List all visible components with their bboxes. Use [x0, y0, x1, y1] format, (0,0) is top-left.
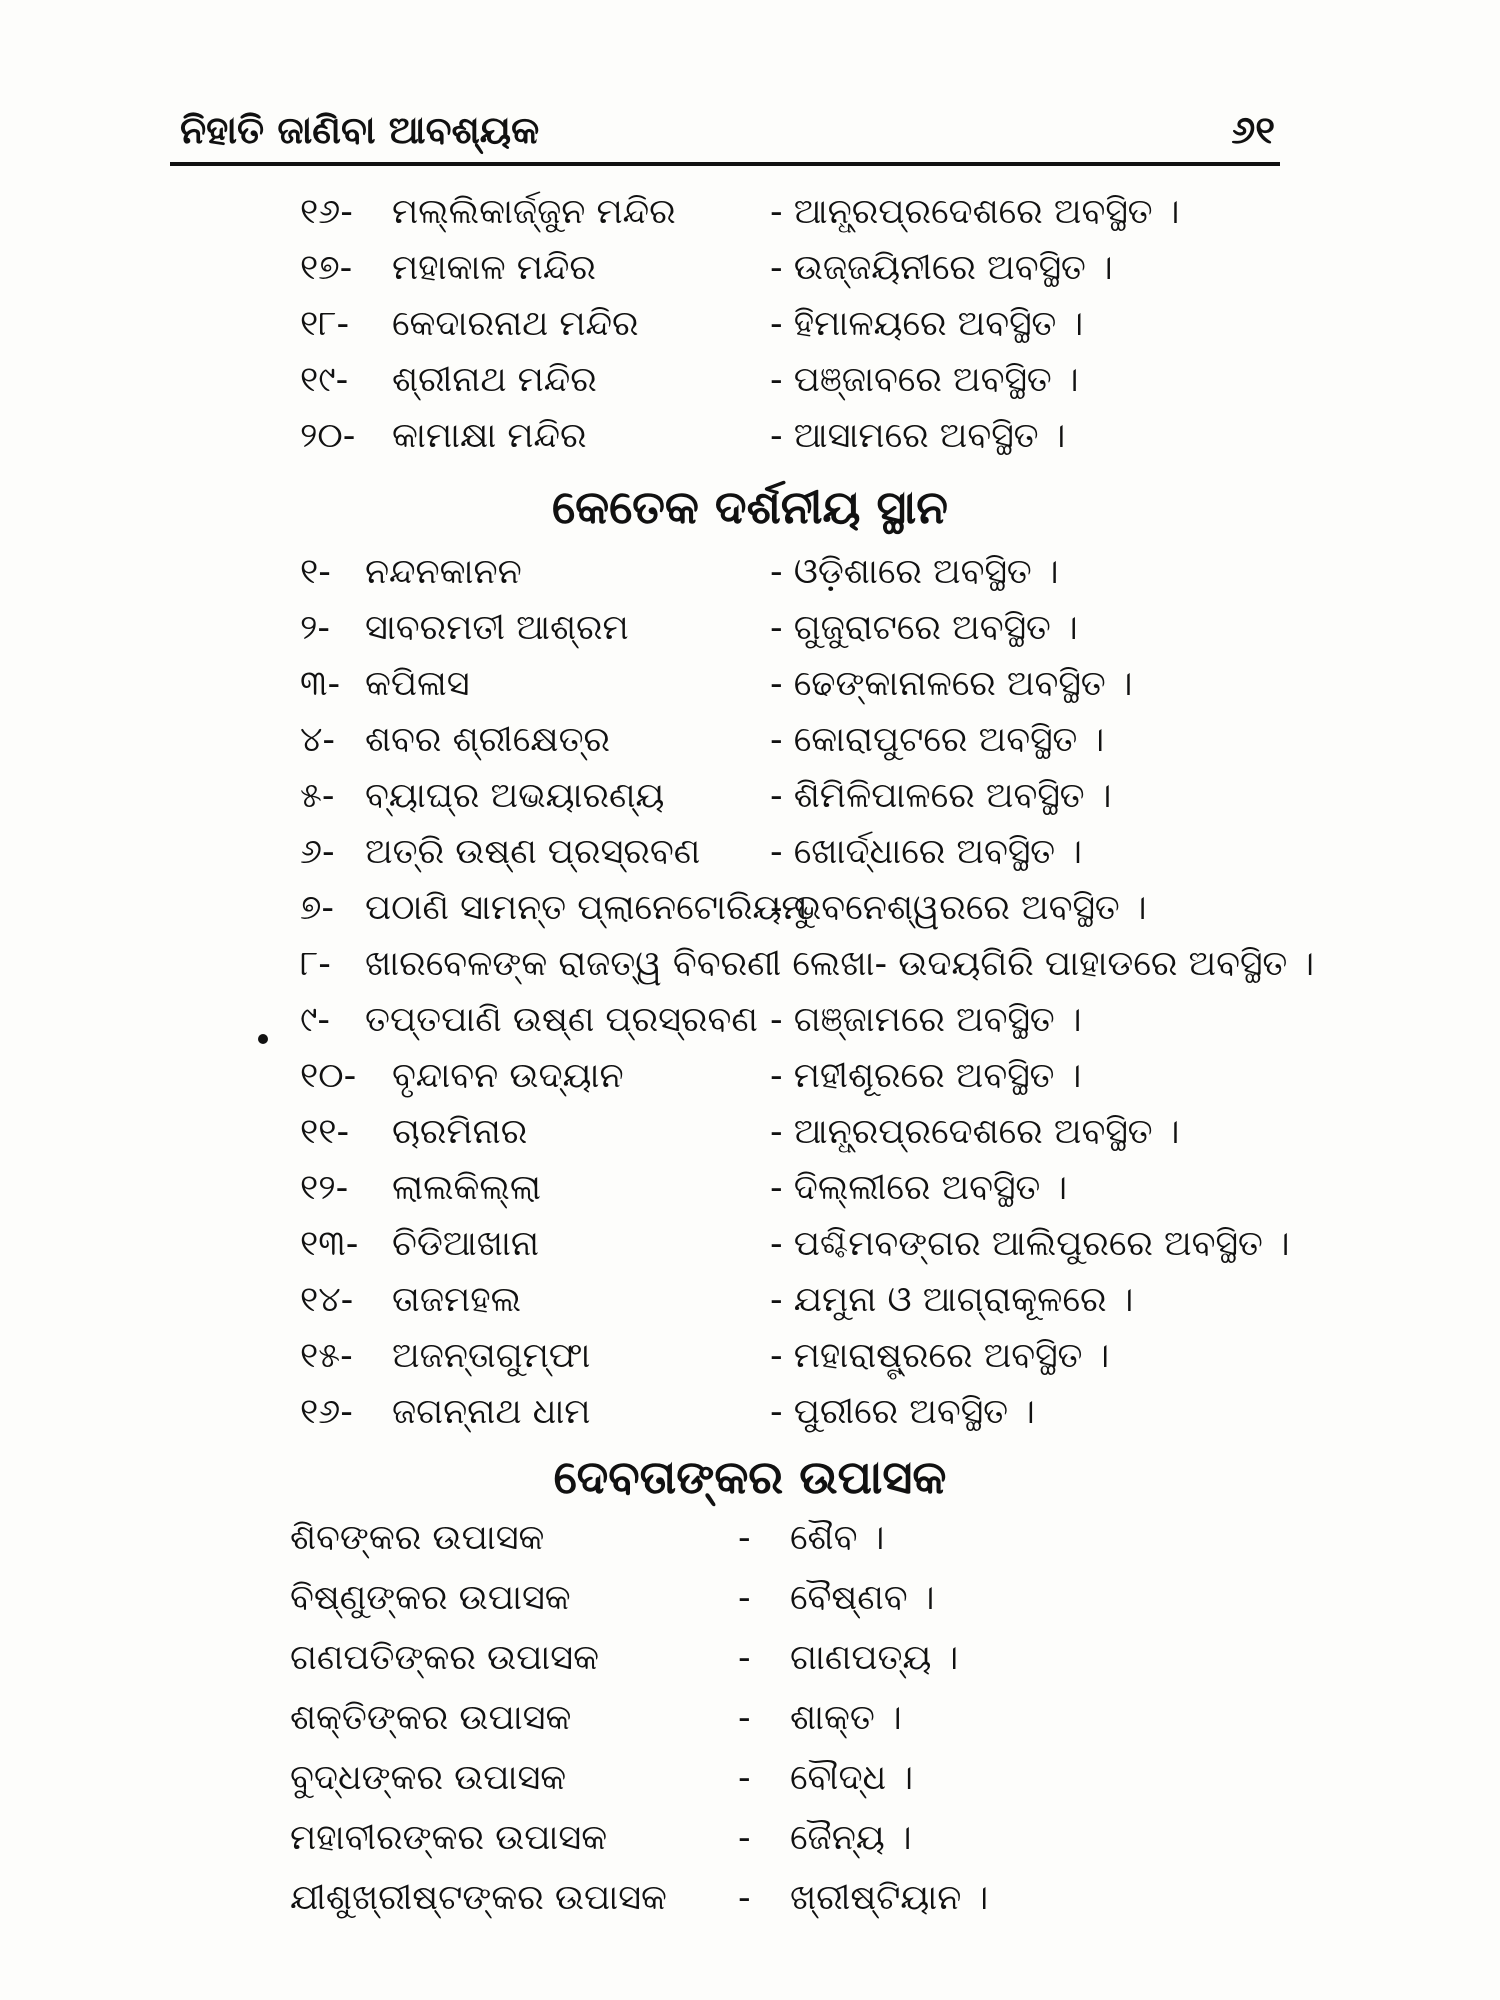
- separator-dash: -: [738, 1518, 751, 1558]
- item-number: ୩-: [300, 664, 341, 704]
- item-number: ୧୪-: [300, 1280, 354, 1320]
- sect-name: ଶାକ୍ତ ।: [790, 1698, 902, 1738]
- item-number: ୧୯-: [300, 360, 349, 400]
- section-heading-places: କେତେକ ଦର୍ଶନୀୟ ସ୍ଥାନ: [552, 480, 948, 534]
- item-location: - ଉଜ୍ଜୟିନୀରେ ଅବସ୍ଥିତ ।: [770, 248, 1113, 288]
- running-title: ନିହାତି ଜାଣିବା ଆବଶ୍ୟକ: [180, 108, 540, 152]
- item-location: - ଶିମିଳିପାଳରେ ଅବସ୍ଥିତ ।: [770, 776, 1112, 816]
- separator-dash: -: [738, 1698, 751, 1738]
- item-number: ୧୧-: [300, 1112, 350, 1152]
- item-number: ୧୦-: [300, 1056, 357, 1096]
- sect-name: ଖ୍ରୀଷ୍ଟିୟାନ ।: [790, 1878, 989, 1918]
- item-location: - ପୁରୀରେ ଅବସ୍ଥିତ ।: [770, 1392, 1035, 1432]
- page-header: [180, 108, 1275, 158]
- separator-dash: -: [738, 1818, 751, 1858]
- item-number: ୧୮-: [300, 304, 350, 344]
- item-name: ଚିଡିଆଖାନା: [392, 1224, 540, 1264]
- item-location: - ପଶ୍ଚିମବଙ୍ଗର ଆଲିପୁରରେ ଅବସ୍ଥିତ ।: [770, 1224, 1290, 1264]
- deity-name: ବୁଦ୍ଧଙ୍କର ଉପାସକ: [290, 1758, 567, 1798]
- item-name: ତପ୍ତପାଣି ଉଷ୍ଣ ପ୍ରସ୍ରବଣ: [365, 1000, 758, 1040]
- item-name: ପଠାଣି ସାମନ୍ତ ପ୍ଲାନେଟୋରିୟମ: [365, 888, 808, 928]
- separator-dash: -: [738, 1878, 751, 1918]
- item-number: ୧୬-: [300, 1392, 353, 1432]
- item-location: - ଦିଲ୍ଲୀରେ ଅବସ୍ଥିତ ।: [770, 1168, 1068, 1208]
- item-name: ଶବର ଶ୍ରୀକ୍ଷେତ୍ର: [365, 720, 611, 760]
- item-number: ୯-: [300, 1000, 331, 1040]
- item-name: ଲାଲକିଲ୍ଲା: [392, 1168, 541, 1208]
- deity-name: ଗଣପତିଙ୍କର ଉପାସକ: [290, 1638, 599, 1678]
- item-number: ୧୬-: [300, 192, 353, 232]
- item-location: - ଆନ୍ଧ୍ରପ୍ରଦେଶରେ ଅବସ୍ଥିତ ।: [770, 1112, 1180, 1152]
- item-name: କେଦାରନାଥ ମନ୍ଦିର: [392, 304, 639, 344]
- item-location: - ଆନ୍ଧ୍ରପ୍ରଦେଶରେ ଅବସ୍ଥିତ ।: [770, 192, 1180, 232]
- item-number: ୨୦-: [300, 416, 356, 456]
- item-location: - ମହାରାଷ୍ଟ୍ରରେ ଅବସ୍ଥିତ ।: [770, 1336, 1110, 1376]
- item-number: ୭-: [300, 888, 335, 928]
- item-number: ୧୫-: [300, 1336, 353, 1376]
- item-number: ୪-: [300, 720, 336, 760]
- item-number: ୧୩-: [300, 1224, 359, 1264]
- item-location: - ଯମୁନା ଓ ଆଗ୍ରାକୂଳରେ ।: [770, 1280, 1134, 1320]
- item-number: ୬-: [300, 832, 335, 872]
- item-name: ଖାରବେଳଙ୍କ ରାଜତ୍ୱ ବିବରଣୀ ଲେଖା- ଉଦୟଗିରି ପାହାଡରେ ଅବସ୍ଥିତ ।: [365, 944, 1315, 984]
- item-number: ୧୨-: [300, 1168, 349, 1208]
- item-location: - ମହୀଶୂରରେ ଅବସ୍ଥିତ ।: [770, 1056, 1082, 1096]
- item-number: ୮-: [300, 944, 331, 984]
- item-name: ବୃନ୍ଦାବନ ଉଦ୍ୟାନ: [392, 1056, 624, 1096]
- sect-name: ଗାଣପତ୍ୟ ।: [790, 1638, 959, 1678]
- deity-name: ଶିବଙ୍କର ଉପାସକ: [290, 1518, 545, 1558]
- separator-dash: -: [738, 1758, 751, 1798]
- item-location: - ଆସାମରେ ଅବସ୍ଥିତ ।: [770, 416, 1066, 456]
- item-name: ଚାରମିନାର: [392, 1112, 528, 1152]
- item-name: ଜଗନ୍ନାଥ ଧାମ: [392, 1392, 591, 1432]
- item-name: ବ୍ୟାଘ୍ର ଅଭୟାରଣ୍ୟ: [365, 776, 665, 816]
- item-location: - ଗଞ୍ଜାମରେ ଅବସ୍ଥିତ ।: [770, 1000, 1082, 1040]
- item-location: - ପଞ୍ଜାବରେ ଅବସ୍ଥିତ ।: [770, 360, 1079, 400]
- item-name: ତାଜମହଲ: [392, 1280, 522, 1320]
- sect-name: ବୈଷ୍ଣବ ।: [790, 1578, 935, 1618]
- item-name: କପିଳାସ: [365, 664, 470, 704]
- separator-dash: -: [738, 1638, 751, 1678]
- header-rule: [170, 162, 1280, 166]
- section-heading-worshippers: ଦେବତାଙ୍କର ଉପାସକ: [553, 1450, 947, 1504]
- item-name: ସାବରମତୀ ଆଶ୍ରମ: [365, 608, 629, 648]
- item-location: - ଢେଙ୍କାନାଳରେ ଅବସ୍ଥିତ ।: [770, 664, 1133, 704]
- item-location: - ଗୁଜୁରାଟରେ ଅବସ୍ଥିତ ।: [770, 608, 1078, 648]
- item-name: ଅତ୍ରି ଉଷ୍ଣ ପ୍ରସ୍ରବଣ: [365, 832, 701, 872]
- separator-dash: -: [738, 1578, 751, 1618]
- item-location: - କୋରାପୁଟରେ ଅବସ୍ଥିତ ।: [770, 720, 1105, 760]
- item-name: ମଲ୍ଲିକାର୍ଜ୍ଜୁନ ମନ୍ଦିର: [392, 192, 676, 232]
- sect-name: ଶୈବ ।: [790, 1518, 885, 1558]
- deity-name: ମହାବୀରଙ୍କର ଉପାସକ: [290, 1818, 608, 1858]
- item-name: ନନ୍ଦନକାନନ: [365, 552, 522, 592]
- item-number: ୨-: [300, 608, 331, 648]
- item-location: - ଓଡ଼ିଶାରେ ଅବସ୍ଥିତ ।: [770, 552, 1059, 592]
- item-location: - ଖୋର୍ଦ୍ଧାରେ ଅବସ୍ଥିତ ।: [770, 832, 1083, 872]
- sect-name: ଜୈନ୍ୟ ।: [790, 1818, 912, 1858]
- deity-name: ବିଷ୍ଣୁଙ୍କର ଉପାସକ: [290, 1578, 571, 1618]
- deity-name: ଶକ୍ତିଙ୍କର ଉପାସକ: [290, 1698, 572, 1738]
- sect-name: ବୌଦ୍ଧ ।: [790, 1758, 914, 1798]
- item-number: ୧୭-: [300, 248, 353, 288]
- item-name: କାମାକ୍ଷା ମନ୍ଦିର: [392, 416, 587, 456]
- item-number: ୧-: [300, 552, 331, 592]
- item-name: ଶ୍ରୀନାଥ ମନ୍ଦିର: [392, 360, 597, 400]
- stray-ink-dot: [258, 1034, 268, 1044]
- item-name: ମହାକାଳ ମନ୍ଦିର: [392, 248, 596, 288]
- item-name: ଅଜନ୍ତାଗୁମ୍ଫା: [392, 1336, 591, 1376]
- deity-name: ଯୀଶୁଖ୍ରୀଷ୍ଟଙ୍କର ଉପାସକ: [290, 1878, 667, 1918]
- item-location: - ହିମାଳୟରେ ଅବସ୍ଥିତ ।: [770, 304, 1084, 344]
- item-location: - ଭୁବନେଶ୍ୱରରେ ଅବସ୍ଥିତ ।: [770, 888, 1147, 928]
- page-number: ୬୧: [1231, 108, 1275, 152]
- item-number: ୫-: [300, 776, 335, 816]
